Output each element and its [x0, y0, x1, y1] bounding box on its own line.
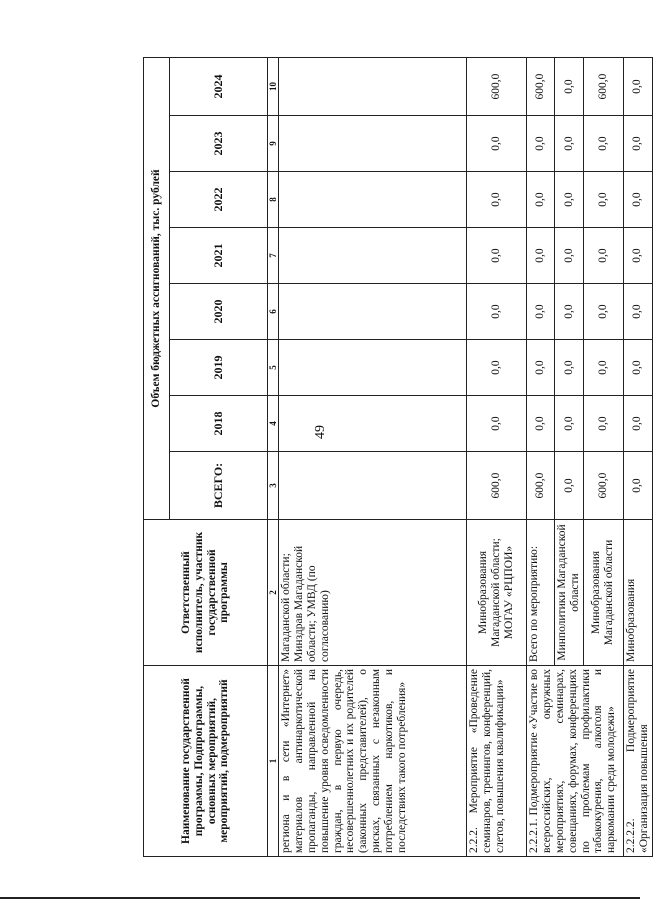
value-2020: 0,0 [527, 284, 555, 340]
page-bottom-rule [0, 897, 640, 899]
column-number: 7 [268, 228, 279, 284]
header-year: 2019 [170, 340, 268, 396]
column-number: 2 [268, 520, 279, 666]
value-2023: 0,0 [623, 116, 652, 172]
value-2024 [279, 58, 467, 116]
value-2023: 0,0 [555, 116, 584, 172]
header-year: 2023 [170, 116, 268, 172]
value-2022 [279, 172, 467, 228]
value-2020: 0,0 [583, 284, 623, 340]
value-2021: 0,0 [527, 228, 555, 284]
column-number: 8 [268, 172, 279, 228]
header-budget-group: Объем бюджетных ассигнований, тыс. рублей [144, 58, 170, 520]
value-2021: 0,0 [583, 228, 623, 284]
row-name: 2.2.2. Мероприятие «Проведение семинаров, тренингов, конференций, слетов, повышения квалификации» [467, 666, 527, 857]
column-number: 3 [268, 452, 279, 520]
header-col-executor: Ответственный исполнитель, участник государственной программы [144, 520, 268, 666]
value-2021: 0,0 [467, 228, 527, 284]
value-2018 [279, 396, 467, 452]
header-col-name: Наименование государственной программы, Подпрограммы, основных мероприятий, мероприятий, подмероприятий [144, 666, 268, 857]
column-number: 9 [268, 116, 279, 172]
header-year: 2022 [170, 172, 268, 228]
row-executor: Всего по мероприятию: [527, 520, 555, 666]
header-year: 2024 [170, 58, 268, 116]
value-2019: 0,0 [467, 340, 527, 396]
table-row [623, 58, 652, 857]
value-total [279, 452, 467, 520]
value-2019: 0,0 [555, 340, 584, 396]
value-2022: 0,0 [583, 172, 623, 228]
budget-table [143, 57, 653, 857]
table-row [467, 58, 527, 857]
value-2020: 0,0 [555, 284, 584, 340]
value-2022: 0,0 [527, 172, 555, 228]
row-name: региона и в сети «Интернет» материалов антинаркотической пропаганды, направленной на повышение уровня осведомленности граждан, в первую очередь, несовершеннолетних и их родителей (законных представителей), о рисках, связанных с незаконным потреблением наркотиков, и последствиях такого потребления» [279, 666, 467, 857]
column-number: 5 [268, 340, 279, 396]
value-2020: 0,0 [623, 284, 652, 340]
header-total: ВСЕГО: [170, 452, 268, 520]
value-2018: 0,0 [623, 396, 652, 452]
column-number: 6 [268, 284, 279, 340]
value-2024: 600,0 [583, 58, 623, 116]
header-year: 2018 [170, 396, 268, 452]
value-2019: 0,0 [583, 340, 623, 396]
row-executor: Минобразования [623, 520, 652, 666]
value-2022: 0,0 [555, 172, 584, 228]
value-2022: 0,0 [623, 172, 652, 228]
value-2020 [279, 284, 467, 340]
value-total: 0,0 [623, 452, 652, 520]
value-2019 [279, 340, 467, 396]
table-row [279, 58, 467, 857]
value-2023: 0,0 [527, 116, 555, 172]
row-executor: Магаданской области; Минздрав Магаданской области; УМВД (по согласованию) [279, 520, 467, 666]
value-2024: 600,0 [527, 58, 555, 116]
value-2024: 0,0 [555, 58, 584, 116]
value-2018: 0,0 [467, 396, 527, 452]
column-number: 10 [268, 58, 279, 116]
value-2024: 600,0 [467, 58, 527, 116]
row-executor: Минобразования Магаданской области; МОГАУ «РЦПОИ» [467, 520, 527, 666]
header-year: 2020 [170, 284, 268, 340]
row-executor: Минполитики Магаданской области [555, 520, 584, 666]
row-name: 2.2.2.1. Подмероприятие «Участие во всероссийских, окружных мероприятиях, семинарах, совещаниях, форумах, конференциях по проблемам профилактики табакокурения, алкоголя и наркомании среди молодежи» [527, 666, 624, 857]
value-2021: 0,0 [555, 228, 584, 284]
header-year: 2021 [170, 228, 268, 284]
value-2021 [279, 228, 467, 284]
value-total: 600,0 [527, 452, 555, 520]
value-2018: 0,0 [583, 396, 623, 452]
value-2023 [279, 116, 467, 172]
row-name: 2.2.2.2. Подмероприятие «Организация повышения [623, 666, 652, 857]
column-number: 4 [268, 396, 279, 452]
value-2019: 0,0 [527, 340, 555, 396]
value-2023: 0,0 [583, 116, 623, 172]
column-number: 1 [268, 666, 279, 857]
table-row [527, 58, 555, 857]
value-2020: 0,0 [467, 284, 527, 340]
value-2021: 0,0 [623, 228, 652, 284]
page-number: 49 [313, 425, 328, 439]
value-2019: 0,0 [623, 340, 652, 396]
rotated-table-wrapper [143, 58, 650, 857]
value-total: 600,0 [467, 452, 527, 520]
value-2022: 0,0 [467, 172, 527, 228]
value-2018: 0,0 [527, 396, 555, 452]
row-executor: Минобразования Магаданской области [583, 520, 623, 666]
value-2018: 0,0 [555, 396, 584, 452]
value-total: 600,0 [583, 452, 623, 520]
value-2024: 0,0 [623, 58, 652, 116]
value-2023: 0,0 [467, 116, 527, 172]
value-total: 0,0 [555, 452, 584, 520]
